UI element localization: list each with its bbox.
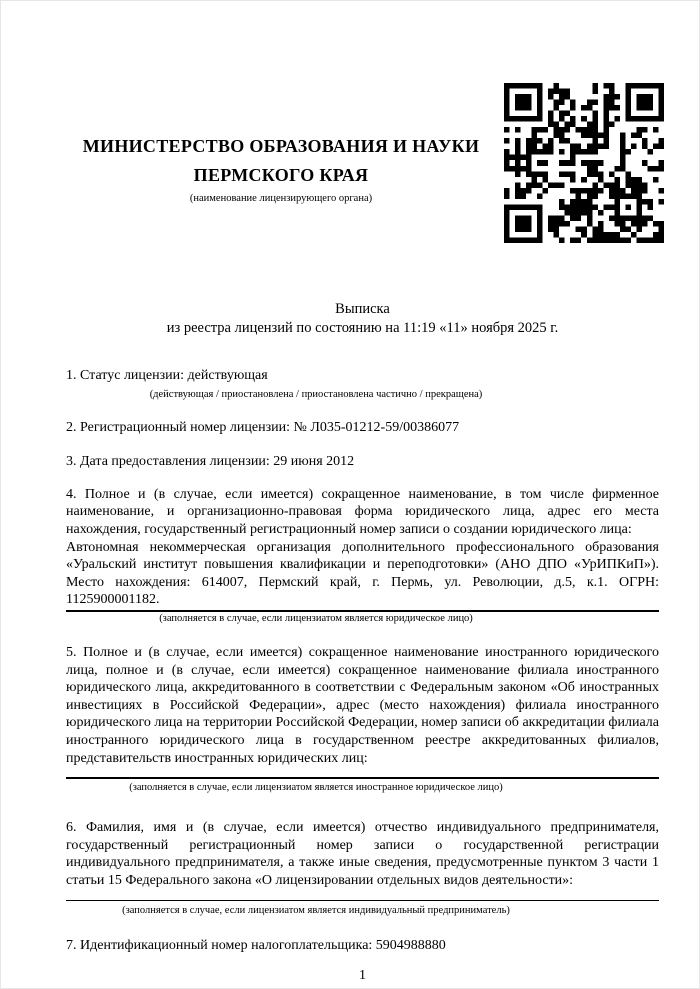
foreign-entity-note: (заполняется в случае, если лицензиатом является иностранное юридическое лицо) (129, 782, 503, 794)
qr-code (504, 83, 664, 243)
legal-entity-note: (заполняется в случае, если лицензиатом является юридическое лицо) (159, 612, 473, 624)
section-taxpayer-id (66, 937, 659, 955)
document-title (66, 300, 659, 337)
legal-entity-value: Автономная некоммерческая организация дополнительного профессионального образования «Уральский институт повышения квалификации и переподготовки» (АНО ДПО «УрИПКиП»). Место нахождения: 614007, Пермский край, г. Пермь, ул. Революции, д.5, к.1. ОГРН: 1125900001182. (66, 539, 659, 608)
license-status-options-note: (действующая / приостановлена / приостановлена частично / прекращена) (149, 388, 483, 400)
fill-line-foreign-entity (66, 777, 659, 779)
section-license-date (66, 453, 659, 471)
registration-number-text: 2. Регистрационный номер лицензии: № Л035-01212-59/00386077 (66, 419, 460, 435)
license-date-text: 3. Дата предоставления лицензии: 29 июня 2012 (66, 454, 355, 470)
foreign-entity-label: 5. Полное и (в случае, если имеется) сокращенное наименование иностранного юридического лица, полное и (в случае, если имеется) сокращенное наименование филиала иностранного юридического лица, аккредитованного в соответствии с Федеральным законом «Об иностранных инвестициях в Российской Федерации», адрес (место нахождения) филиала иностранного юридического лица на территории Российской Федерации, номер записи об аккредитации филиала иностранного юридического лица в государственном реестре аккредитованных филиалов, представительств иностранных юридических лиц: (66, 644, 659, 766)
section-registration-number (66, 419, 659, 437)
legal-entity-label: 4. Полное и (в случае, если имеется) сокращенное наименование, в том числе фирменное наименование, и организационно-правовая форма юридического лица, адрес его места нахождения, государственный регистрационный номер записи о создании юридического лица: (66, 486, 659, 537)
page-number: 1 (359, 968, 366, 984)
section-individual-entrepreneur (66, 819, 659, 917)
licensing-authority-caption: (наименование лицензирующего органа) (189, 193, 373, 204)
licensing-authority-block (66, 83, 496, 205)
document-header (1, 1, 699, 243)
ministry-name-line1: МИНИСТЕРСТВО ОБРАЗОВАНИЯ И НАУКИ (82, 136, 480, 156)
individual-entrepreneur-note: (заполняется в случае, если лицензиатом является индивидуальный предприниматель) (122, 905, 510, 917)
document-title-line1: Выписка (335, 301, 390, 317)
license-status-text: 1. Статус лицензии: действующая (66, 368, 268, 383)
ministry-name-line2: ПЕРМСКОГО КРАЯ (193, 165, 369, 185)
qr-code-image (504, 83, 664, 243)
document-body (1, 300, 699, 984)
document-title-line2: из реестра лицензий по состоянию на 11:19 «11» ноября 2025 г. (166, 319, 559, 336)
section-license-status (66, 367, 659, 401)
section-legal-entity (66, 486, 659, 625)
section-foreign-entity (66, 644, 659, 794)
fill-line-individual-entrepreneur (66, 900, 659, 901)
individual-entrepreneur-label: 6. Фамилия, имя и (в случае, если имеется) отчество индивидуального предпринимателя, государственный регистрационный номер записи о государственной регистрации индивидуального предпринимателя, а также иные сведения, предусмотренные пунктом 3 части 1 статьи 15 Федерального закона «О лицензировании отдельных видов деятельности»: (66, 820, 659, 888)
taxpayer-id-text: 7. Идентификационный номер налогоплательщика: 5904988880 (66, 938, 446, 954)
